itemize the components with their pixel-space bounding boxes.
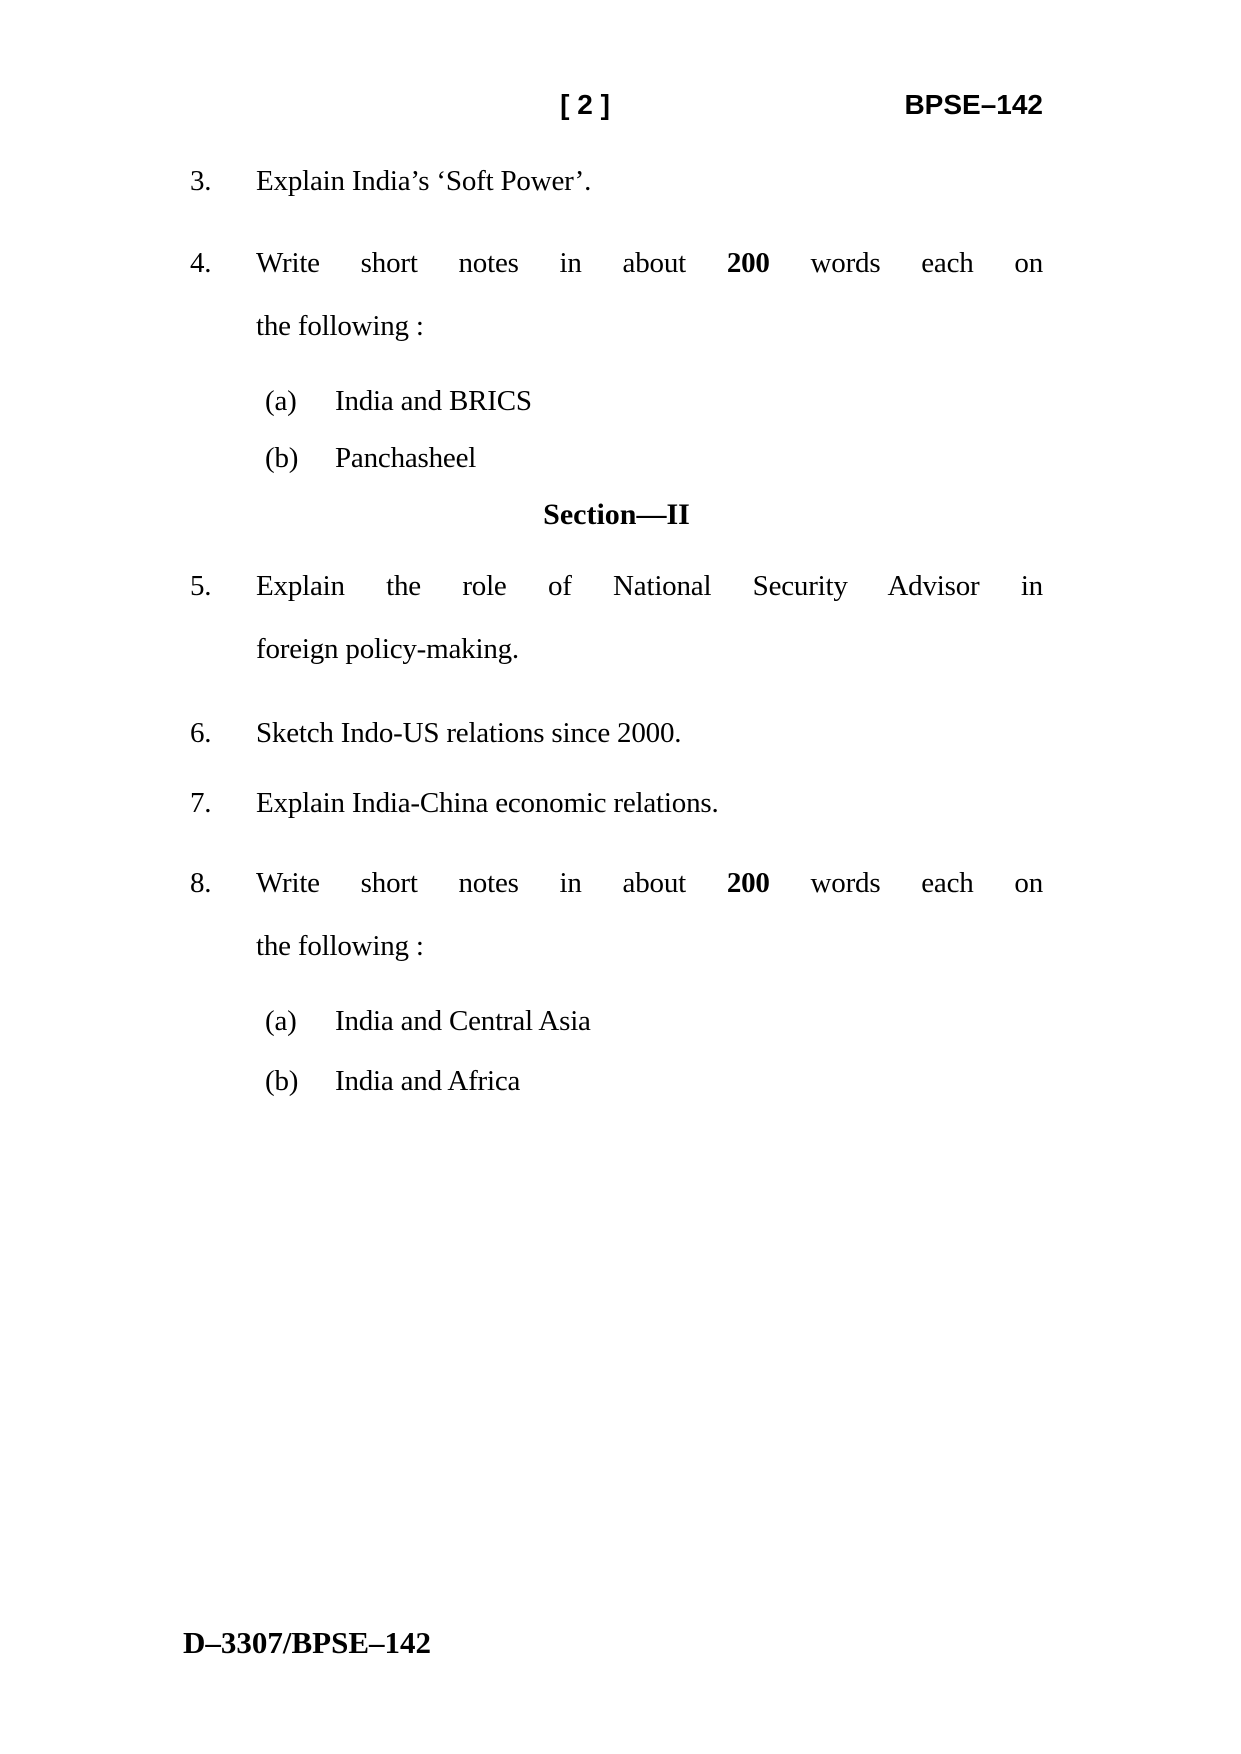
question-number: 7. (190, 787, 212, 819)
question-number: 4. (190, 247, 212, 279)
question-line: the following : (256, 930, 424, 962)
sub-item-q4-b (265, 427, 985, 490)
question-text (256, 852, 1043, 978)
question-line: Explain the role of National Security Advisor in (256, 570, 1043, 602)
word-count-bold: 200 (726, 247, 770, 279)
sub-item-marker: (a) (265, 385, 297, 417)
question-line (256, 232, 1043, 295)
question-text (256, 232, 1043, 358)
page-number: [ 2 ] (560, 89, 610, 120)
footer-paper-code: D–3307/BPSE–142 (183, 1625, 432, 1660)
question-line-pre: Write short notes in about (256, 867, 727, 899)
question-line: Explain India-China economic relations. (256, 787, 719, 819)
sub-item-q8-a (265, 990, 985, 1053)
question-line-post: words each on (769, 867, 1044, 899)
question-8 (190, 852, 1043, 978)
sub-item-text: India and Central Asia (335, 1005, 591, 1037)
question-line: Sketch Indo-US relations since 2000. (256, 717, 682, 749)
question-line (256, 852, 1043, 915)
question-7 (190, 772, 1043, 835)
question-text (256, 555, 1043, 681)
question-4 (190, 232, 1043, 358)
section-heading: Section—II (543, 498, 690, 531)
sub-item-q8-b (265, 1050, 985, 1113)
question-5 (190, 555, 1043, 681)
question-6 (190, 702, 1043, 765)
question-line: the following : (256, 310, 424, 342)
sub-item-marker: (b) (265, 1065, 299, 1097)
question-number: 8. (190, 867, 212, 899)
question-number: 3. (190, 165, 212, 197)
word-count-bold: 200 (726, 867, 770, 899)
question-number: 5. (190, 570, 212, 602)
question-3 (190, 150, 1043, 213)
question-line: Explain India’s ‘Soft Power’. (256, 165, 592, 197)
sub-item-text: Panchasheel (335, 442, 477, 474)
question-text (256, 772, 1043, 835)
question-number: 6. (190, 717, 212, 749)
sub-item-marker: (b) (265, 442, 299, 474)
sub-item-text: India and Africa (335, 1065, 521, 1097)
question-line-pre: Write short notes in about (256, 247, 727, 279)
question-text (256, 150, 1043, 213)
page-header (190, 88, 1043, 122)
question-text (256, 702, 1043, 765)
sub-item-marker: (a) (265, 1005, 297, 1037)
sub-item-text: India and BRICS (335, 385, 532, 417)
course-code: BPSE–142 (904, 89, 1043, 120)
question-line: foreign policy-making. (256, 633, 519, 665)
sub-item-q4-a (265, 370, 985, 433)
question-line-post: words each on (769, 247, 1044, 279)
